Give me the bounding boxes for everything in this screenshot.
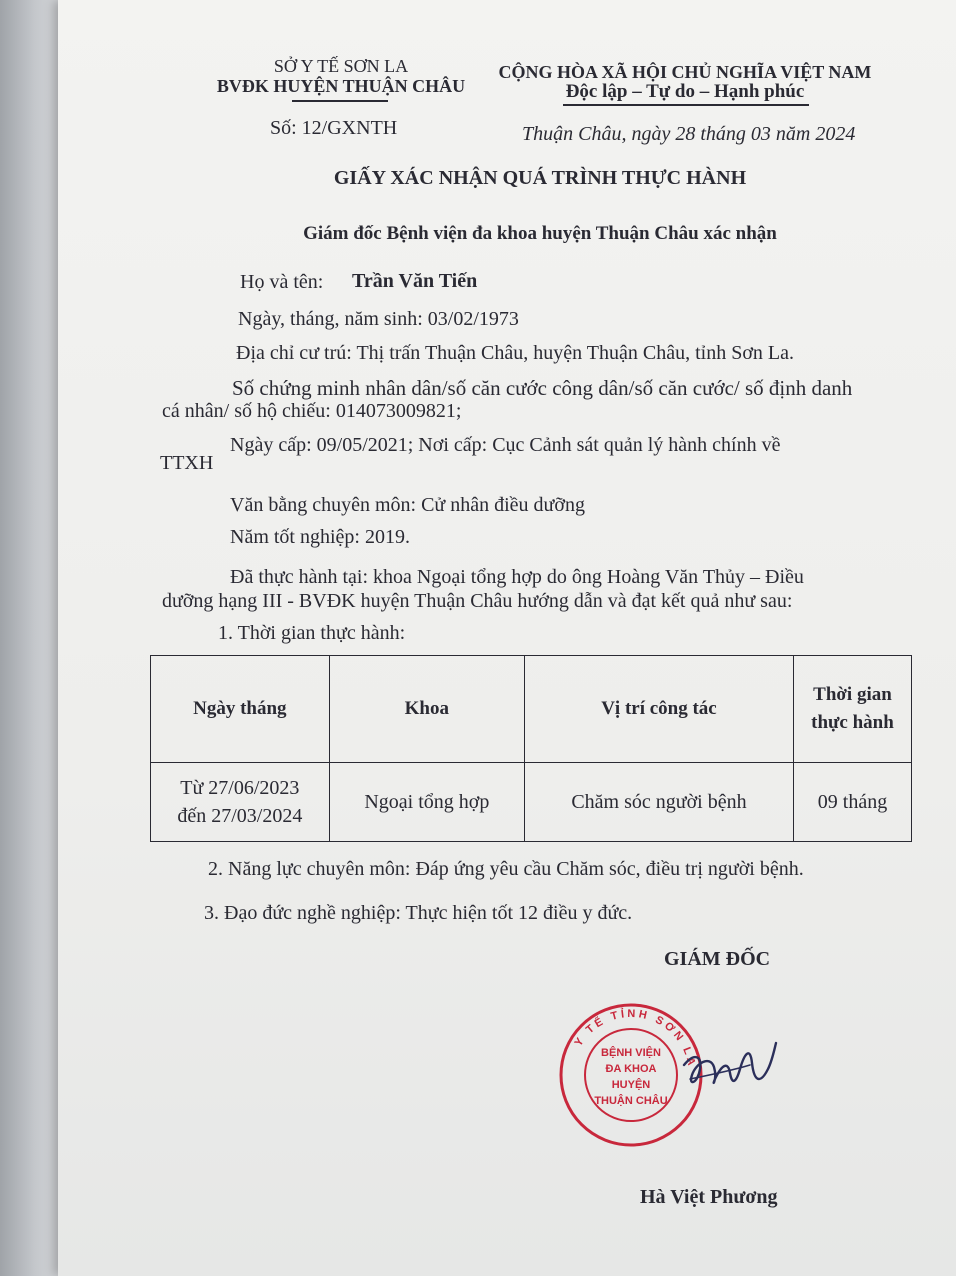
cell-position: Chăm sóc người bệnh — [524, 763, 793, 842]
document-page — [58, 0, 956, 1276]
cell-department: Ngoại tổng hợp — [329, 763, 524, 842]
header-duration: Thời gian thực hành — [793, 656, 911, 763]
department-name: SỞ Y TẾ SƠN LA — [273, 56, 409, 76]
header-department: Khoa — [329, 656, 524, 763]
id-line-2: cá nhân/ số hộ chiếu: 014073009821; — [162, 400, 462, 422]
table-header-row — [151, 656, 912, 763]
date-to: đến 27/03/2024 — [177, 805, 303, 827]
motto: Độc lập – Tự do – Hạnh phúc — [565, 81, 805, 102]
hospital-name: BVĐK HUYỆN THUẬN CHÂU — [216, 76, 466, 96]
person-name: Trần Văn Tiến — [352, 270, 478, 292]
motto-underline — [563, 104, 809, 106]
header-left-underline — [292, 100, 388, 102]
background-edge — [0, 0, 58, 1276]
practice-line-2: dưỡng hạng III - BVĐK huyện Thuận Châu hướng dẫn và đạt kết quả như sau: — [162, 590, 793, 612]
document-date: Thuận Châu, ngày 28 tháng 03 năm 2024 — [522, 123, 856, 145]
signer-role: GIÁM ĐỐC — [664, 948, 771, 970]
issue-line-1: Ngày cấp: 09/05/2021; Nơi cấp: Cục Cảnh sát quản lý hành chính về — [230, 434, 781, 456]
id-line-1: Số chứng minh nhân dân/số căn cước công dân/số căn cước/ số định danh — [232, 376, 853, 400]
section-1-heading: 1. Thời gian thực hành: — [218, 622, 406, 644]
section-2: 2. Năng lực chuyên môn: Đáp ứng yêu cầu Chăm sóc, điều trị người bệnh. — [208, 858, 804, 880]
signer-name: Hà Việt Phương — [640, 1186, 778, 1208]
header-position: Vị trí công tác — [524, 656, 793, 763]
graduation-year: Năm tốt nghiệp: 2019. — [230, 526, 410, 548]
issue-line-2: TTXH — [160, 452, 214, 474]
stamp-line-2: ĐA KHOA — [605, 1063, 657, 1075]
practice-line-1: Đã thực hành tại: khoa Ngoại tổng hợp do ông Hoàng Văn Thủy – Điều — [230, 566, 804, 588]
stamp-ring-text: Y TẾ TỈNH SƠN LA — [572, 1007, 698, 1070]
document-subtitle: Giám đốc Bệnh viện đa khoa huyện Thuận Châu xác nhận — [303, 223, 777, 244]
date-of-birth: Ngày, tháng, năm sinh: 03/02/1973 — [238, 308, 519, 330]
country-name: CỘNG HÒA XÃ HỘI CHỦ NGHĨA VIỆT NAM — [498, 62, 872, 82]
document-number: Số: 12/GXNTH — [270, 117, 398, 139]
stamp-line-1: BỆNH VIỆN — [601, 1047, 661, 1059]
signature-mark — [680, 1025, 780, 1105]
table-row — [151, 763, 912, 842]
date-from: Từ 27/06/2023 — [180, 777, 300, 799]
stamp-line-4: THUẬN CHÂU — [594, 1095, 668, 1107]
degree: Văn bằng chuyên môn: Cử nhân điều dưỡng — [230, 494, 585, 516]
cell-duration: 09 tháng — [793, 763, 911, 842]
document-title: GIẤY XÁC NHẬN QUÁ TRÌNH THỰC HÀNH — [333, 167, 747, 189]
cell-date — [151, 763, 330, 842]
name-label: Họ và tên: — [240, 271, 324, 293]
practice-table — [150, 655, 912, 842]
stamp-line-3: HUYỆN — [611, 1079, 651, 1091]
address: Địa chỉ cư trú: Thị trấn Thuận Châu, huyện Thuận Châu, tỉnh Sơn La. — [236, 342, 794, 364]
header-date: Ngày tháng — [151, 656, 330, 763]
section-3: 3. Đạo đức nghề nghiệp: Thực hiện tốt 12 điều y đức. — [204, 902, 633, 924]
